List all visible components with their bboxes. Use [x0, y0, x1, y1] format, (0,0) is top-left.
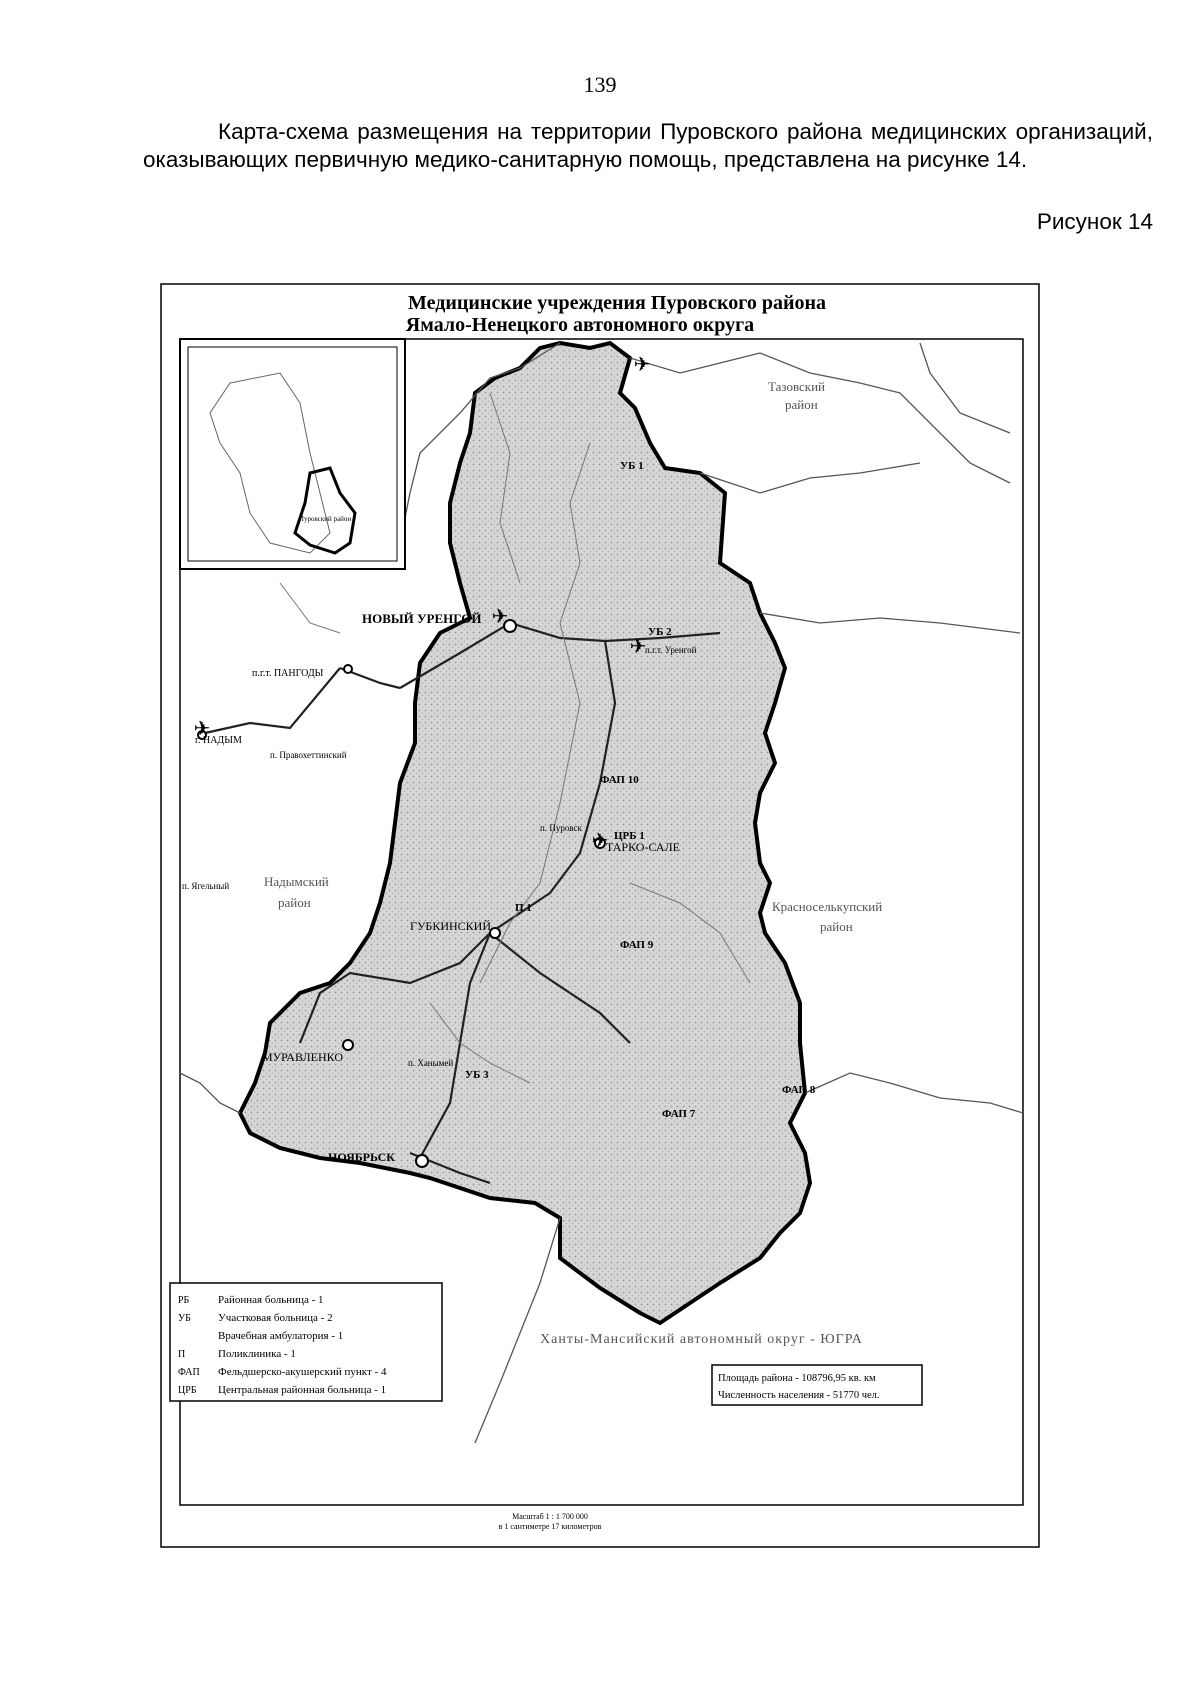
airport-icon: ✈ [491, 606, 509, 628]
label-tazovsky-2: район [785, 397, 818, 412]
district-area: Площадь района - 108796,95 кв. км [718, 1373, 876, 1384]
legend-text-1: Районная больница - 1 [218, 1294, 324, 1306]
label-yagelny: п. Ягельный [182, 881, 230, 891]
legend-text-3: Врачебная амбулатория - 1 [218, 1330, 344, 1342]
label-khmao: Ханты-Мансийский автономный округ - ЮГРА [540, 1332, 863, 1347]
map-title-line1: Медицинские учреждения Пуровского района [408, 292, 826, 314]
map-scale-line2: в 1 сантиметре 17 километров [498, 1522, 602, 1531]
label-ub2: УБ 2 [648, 626, 672, 638]
legend-abbr-1: РБ [178, 1295, 190, 1306]
legend-abbr-4: П [178, 1349, 186, 1360]
label-krasnoselkupsky-2: район [820, 919, 853, 934]
map-title-line2: Ямало-Ненецкого автономного округа [405, 314, 755, 336]
legend-text-6: Центральная районная больница - 1 [218, 1384, 387, 1396]
label-crb1: ЦРБ 1 [614, 830, 645, 842]
legend-abbr-2: УБ [178, 1313, 191, 1324]
label-nadymsky: Надымский [264, 874, 329, 889]
label-fap8: ФАП 8 [782, 1084, 816, 1096]
label-purovsk: п. Пуровск [540, 823, 582, 833]
district-info-box [712, 1365, 922, 1405]
noyabrsk-marker [416, 1155, 428, 1167]
label-p1: П 1 [515, 902, 532, 914]
map-legend [170, 1283, 442, 1401]
label-urengoy: п.г.т. Уренгой [645, 645, 697, 655]
label-fap9: ФАП 9 [620, 939, 654, 951]
muravlenko-marker [343, 1040, 353, 1050]
figure-label: Рисунок 14 [1036, 209, 1153, 234]
label-gubkinsky: ГУБКИНСКИЙ [410, 919, 491, 933]
legend-text-5: Фельдшерско-акушерский пункт - 4 [218, 1366, 387, 1378]
label-nadymsky-2: район [278, 895, 311, 910]
district-population: Численность населения - 51770 чел. [718, 1390, 880, 1401]
legend-text-2: Участковая больница - 2 [218, 1312, 333, 1324]
intro-paragraph: Карта-схема размещения на территории Пуровского района медицинских организаций, оказывающих первичную медико-санитарную помощь, представлена на рисунке 14. [143, 119, 1153, 172]
label-noyabrsk: НОЯБРЬСК [328, 1150, 396, 1164]
label-pravokhettinsky: п. Правохеттинский [270, 750, 347, 760]
airport-icon: ✈ [633, 354, 651, 376]
label-muravlenko: МУРАВЛЕНКО [262, 1050, 344, 1064]
map-scale-line1: Масштаб 1 : 1 700 000 [512, 1512, 588, 1521]
label-pangody: п.г.т. ПАНГОДЫ [252, 668, 324, 679]
label-nadym: г. НАДЫМ [195, 735, 242, 746]
legend-abbr-5: ФАП [178, 1367, 200, 1378]
inset-map [180, 339, 405, 569]
label-novy-urengoy: НОВЫЙ УРЕНГОЙ [362, 611, 482, 626]
label-ub3: УБ 3 [465, 1069, 489, 1081]
label-khanymey: п. Ханымей [408, 1058, 454, 1068]
airport-icon: ✈ [629, 636, 647, 658]
label-ub1: УБ 1 [620, 460, 644, 472]
purovsky-district-map [160, 283, 1040, 1548]
label-tazovsky: Тазовский [768, 379, 826, 394]
label-tarko-sale: ТАРКО-САЛЕ [606, 840, 680, 854]
gubkinsky-marker [490, 928, 500, 938]
label-fap10: ФАП 10 [600, 774, 639, 786]
inset-label: Пуровский район [298, 515, 352, 523]
label-fap7: ФАП 7 [662, 1108, 696, 1120]
pangody-marker [344, 665, 352, 673]
page-number: 139 [583, 72, 617, 97]
airport-icon: ✈ [193, 718, 211, 740]
legend-text-4: Поликлиника - 1 [218, 1348, 296, 1360]
legend-abbr-6: ЦРБ [178, 1385, 197, 1396]
label-krasnoselkupsky: Красноселькупский [772, 899, 883, 914]
airport-icon: ✈ [591, 830, 609, 852]
